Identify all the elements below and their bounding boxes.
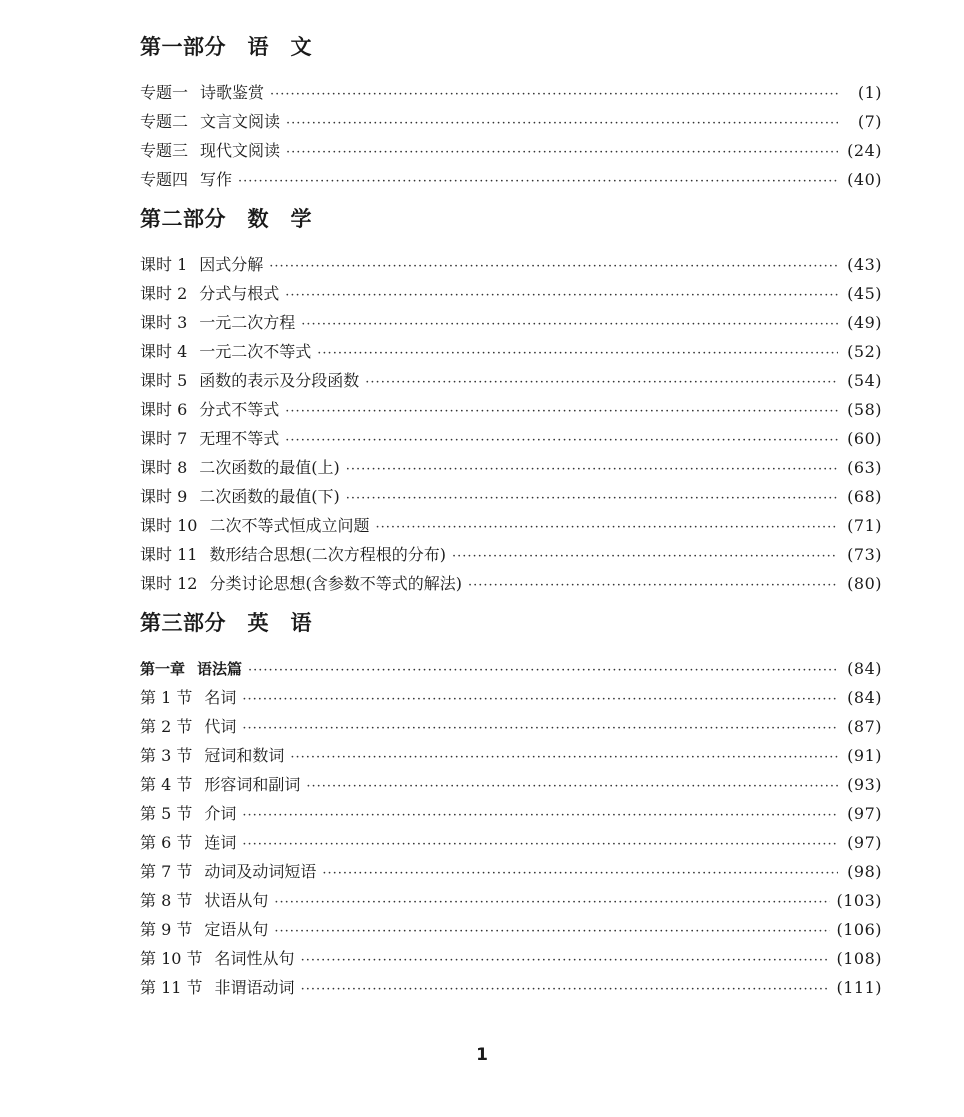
dot-leader	[285, 426, 838, 455]
dot-leader	[274, 888, 830, 917]
toc-entry-title: 现代文阅读	[200, 141, 281, 160]
toc-entry-title: 动词及动词短语	[204, 862, 317, 881]
toc-entry-label: 专题二	[140, 112, 189, 131]
dot-leader	[317, 339, 838, 368]
toc-entry-page: (43)	[847, 255, 882, 274]
toc-entry[interactable]	[140, 424, 882, 453]
dot-leader	[242, 714, 838, 743]
dot-leader	[468, 571, 838, 600]
toc-entry-title: 二次函数的最值(上)	[199, 458, 340, 477]
toc-entry[interactable]	[140, 511, 882, 540]
toc-entry-title: 语法篇	[197, 660, 243, 678]
toc-entry-page: (60)	[847, 429, 882, 448]
toc-entry-label: 第 2 节	[140, 717, 193, 736]
dot-leader	[452, 542, 838, 571]
dot-leader	[306, 772, 838, 801]
toc-entry[interactable]	[140, 886, 882, 915]
part-title: 第一部分 语 文	[140, 35, 312, 59]
toc-entry[interactable]	[140, 366, 882, 395]
part-chinese	[140, 30, 882, 194]
toc-entry-label: 课时 1	[140, 255, 188, 274]
toc-entry[interactable]	[140, 540, 882, 569]
toc-entry-page: (97)	[847, 804, 882, 823]
toc-entry-title: 分式与根式	[199, 284, 280, 303]
toc-entry[interactable]	[140, 915, 882, 944]
toc-entry-title: 名词	[204, 688, 237, 707]
toc-entry-title: 文言文阅读	[200, 112, 281, 131]
toc-entry-page: (108)	[836, 949, 882, 968]
part-english	[140, 606, 882, 1002]
toc-entry-label: 第 5 节	[140, 804, 193, 823]
toc-entry-label: 第 10 节	[140, 949, 203, 968]
toc-entry-title: 数形结合思想(二次方程根的分布)	[209, 545, 446, 564]
toc-entry[interactable]	[140, 279, 882, 308]
toc-entry-title: 冠词和数词	[204, 746, 285, 765]
toc-entry[interactable]	[140, 337, 882, 366]
toc-entry-label: 专题三	[140, 141, 189, 160]
toc-entry-label: 课时 7	[140, 429, 188, 448]
toc-entry-page: (97)	[847, 833, 882, 852]
toc-entry[interactable]	[140, 828, 882, 857]
toc-entry-title: 状语从句	[204, 891, 269, 910]
dot-leader	[286, 109, 838, 138]
toc-entry-page: (103)	[836, 891, 882, 910]
toc-entry-page: (7)	[857, 112, 882, 131]
dot-leader	[242, 801, 838, 830]
toc-entry-page: (84)	[847, 688, 882, 707]
toc-entry-page: (49)	[847, 313, 882, 332]
toc-entry-label: 第 6 节	[140, 833, 193, 852]
toc-entry-title: 诗歌鉴赏	[200, 83, 265, 102]
toc-entry[interactable]	[140, 250, 882, 279]
toc-entry[interactable]	[140, 78, 882, 107]
toc-entry[interactable]	[140, 770, 882, 799]
toc-entry[interactable]	[140, 107, 882, 136]
toc-entry-page: (84)	[847, 659, 882, 678]
dot-leader	[322, 859, 838, 888]
toc-entry-page: (52)	[847, 342, 882, 361]
toc-entry-title: 无理不等式	[199, 429, 280, 448]
toc-entry-label: 第 1 节	[140, 688, 193, 707]
toc-entry[interactable]	[140, 799, 882, 828]
toc-entry-title: 连词	[204, 833, 237, 852]
toc-entry-label: 课时 2	[140, 284, 188, 303]
toc-entry-page: (80)	[847, 574, 882, 593]
toc-entry[interactable]	[140, 712, 882, 741]
toc-entry[interactable]	[140, 136, 882, 165]
toc-entry[interactable]	[140, 482, 882, 511]
toc-entry-title: 代词	[204, 717, 237, 736]
part-math	[140, 202, 882, 598]
toc-entry-label: 课时 4	[140, 342, 188, 361]
toc-entry-page: (54)	[847, 371, 882, 390]
toc-entry-title: 定语从句	[204, 920, 269, 939]
dot-leader	[269, 252, 838, 281]
dot-leader	[290, 743, 838, 772]
page-number: 1	[476, 1045, 488, 1065]
toc-entry-page: (71)	[847, 516, 882, 535]
dot-leader	[346, 484, 838, 513]
dot-leader	[270, 80, 838, 109]
toc-entry-title: 函数的表示及分段函数	[199, 371, 360, 390]
toc-entry-label: 第 8 节	[140, 891, 193, 910]
toc-entry-label: 课时 10	[140, 516, 198, 535]
toc-entry-label: 第一章	[140, 660, 186, 678]
part-title: 第二部分 数 学	[140, 207, 312, 231]
toc-entry-label: 第 4 节	[140, 775, 193, 794]
dot-leader	[285, 281, 838, 310]
toc-entry[interactable]	[140, 165, 882, 194]
toc-entry-label: 课时 5	[140, 371, 188, 390]
toc-entry-page: (24)	[847, 141, 882, 160]
dot-leader	[274, 917, 830, 946]
toc-entry-label: 专题四	[140, 170, 189, 189]
toc-entry[interactable]	[140, 308, 882, 337]
toc-entry-label: 第 7 节	[140, 862, 193, 881]
toc-list	[140, 654, 882, 1002]
toc-entry-page: (106)	[836, 920, 882, 939]
dot-leader	[346, 455, 838, 484]
toc-entry-page: (87)	[847, 717, 882, 736]
toc-entry-page: (58)	[847, 400, 882, 419]
toc-entry-title: 二次不等式恒成立问题	[209, 516, 370, 535]
toc-entry-page: (93)	[847, 775, 882, 794]
toc-entry[interactable]	[140, 944, 882, 973]
toc-entry[interactable]	[140, 973, 882, 1002]
dot-leader	[301, 946, 831, 975]
toc-entry-page: (98)	[847, 862, 882, 881]
toc-entry-page: (63)	[847, 458, 882, 477]
dot-leader	[286, 138, 838, 167]
toc-entry-label: 第 3 节	[140, 746, 193, 765]
toc-entry-page: (91)	[847, 746, 882, 765]
toc-entry-label: 课时 6	[140, 400, 188, 419]
toc-entry-title: 一元二次不等式	[199, 342, 312, 361]
toc-entry-title: 介词	[204, 804, 237, 823]
toc-entry[interactable]	[140, 857, 882, 886]
toc-entry-label: 第 11 节	[140, 978, 203, 997]
toc-entry[interactable]	[140, 741, 882, 770]
toc-entry[interactable]	[140, 569, 882, 598]
toc-list	[140, 78, 882, 194]
toc-entry-title: 写作	[200, 170, 233, 189]
toc-entry-page: (68)	[847, 487, 882, 506]
toc-entry[interactable]	[140, 453, 882, 482]
dot-leader	[301, 975, 831, 1004]
toc-entry-title: 分式不等式	[199, 400, 280, 419]
dot-leader	[375, 513, 838, 542]
toc-entry[interactable]	[140, 395, 882, 424]
toc-entry-title: 非谓语动词	[214, 978, 295, 997]
toc-entry-page: (73)	[847, 545, 882, 564]
toc-entry-label: 第 9 节	[140, 920, 193, 939]
toc-entry-label: 课时 3	[140, 313, 188, 332]
toc-list	[140, 250, 882, 598]
dot-leader	[301, 310, 838, 339]
dot-leader	[242, 830, 838, 859]
toc-entry-label: 课时 8	[140, 458, 188, 477]
toc-entry-title: 一元二次方程	[199, 313, 296, 332]
part-title: 第三部分 英 语	[140, 611, 312, 635]
toc-entry-page: (111)	[836, 978, 882, 997]
toc-entry-title: 分类讨论思想(含参数不等式的解法)	[209, 574, 462, 593]
toc-entry-page: (40)	[847, 170, 882, 189]
toc-entry-title: 形容词和副词	[204, 775, 301, 794]
toc-entry-title: 二次函数的最值(下)	[199, 487, 340, 506]
toc-entry-page: (1)	[857, 83, 882, 102]
toc-entry-label: 专题一	[140, 83, 189, 102]
toc-entry-title: 因式分解	[199, 255, 264, 274]
dot-leader	[242, 685, 838, 714]
toc-entry-label: 课时 9	[140, 487, 188, 506]
dot-leader	[248, 656, 838, 685]
toc-entry[interactable]	[140, 683, 882, 712]
dot-leader	[238, 167, 838, 196]
toc-entry-label: 课时 12	[140, 574, 198, 593]
dot-leader	[365, 368, 838, 397]
dot-leader	[285, 397, 838, 426]
table-of-contents	[140, 30, 882, 1002]
toc-entry-label: 课时 11	[140, 545, 198, 564]
toc-entry-page: (45)	[847, 284, 882, 303]
toc-entry-title: 名词性从句	[214, 949, 295, 968]
toc-chapter-entry[interactable]	[140, 654, 882, 683]
